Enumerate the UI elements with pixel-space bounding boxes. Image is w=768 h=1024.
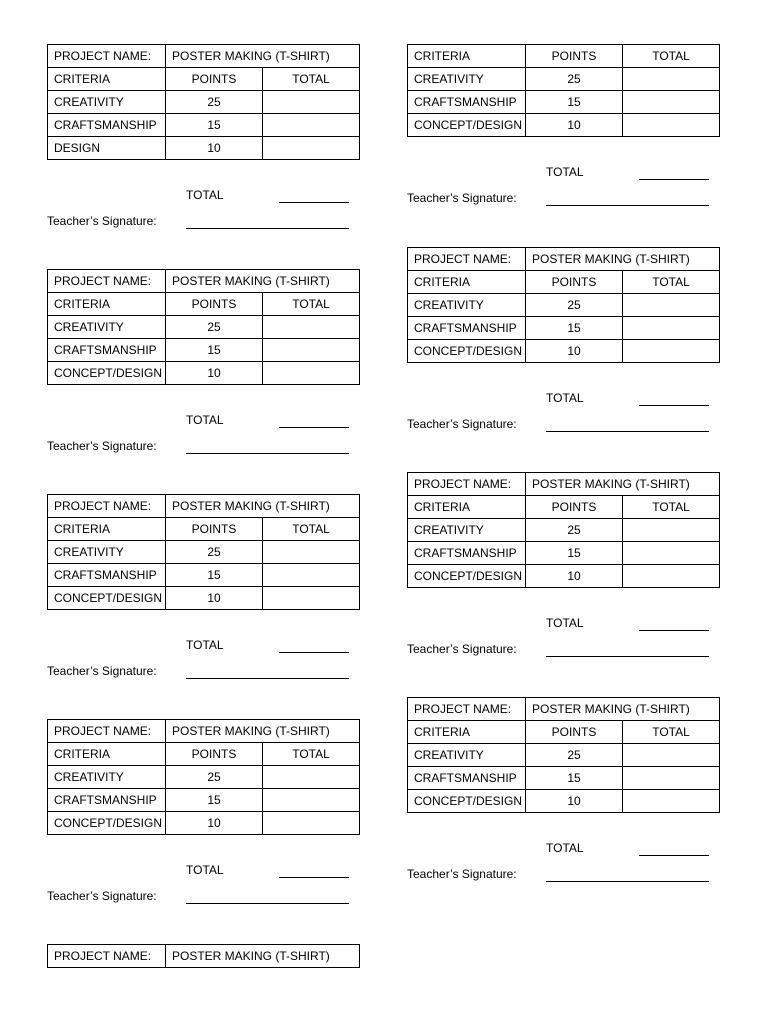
- criteria-points: 10: [166, 812, 263, 835]
- criteria-total-cell[interactable]: [263, 541, 360, 564]
- signature-row: [407, 417, 719, 437]
- signature-blank[interactable]: [546, 881, 709, 882]
- project-name-value: POSTER MAKING (T-SHIRT): [526, 698, 720, 721]
- criteria-name: CRAFTSMANSHIP: [48, 114, 166, 137]
- criteria-points: 10: [526, 340, 623, 363]
- signature-label: Teacher’s Signature:: [47, 889, 157, 903]
- criteria-row: [408, 767, 720, 790]
- criteria-name: CONCEPT/DESIGN: [48, 362, 166, 385]
- criteria-row: [48, 339, 360, 362]
- total-header: TOTAL: [623, 496, 720, 519]
- criteria-row: [48, 766, 360, 789]
- project-name-label: PROJECT NAME:: [48, 495, 166, 518]
- rubric-card: [47, 719, 359, 909]
- signature-label: Teacher’s Signature:: [407, 642, 517, 656]
- total-header: TOTAL: [263, 68, 360, 91]
- signature-blank[interactable]: [546, 656, 709, 657]
- criteria-total-cell[interactable]: [623, 340, 720, 363]
- total-line-row: [407, 391, 719, 411]
- signature-blank[interactable]: [186, 453, 349, 454]
- criteria-total-cell[interactable]: [623, 519, 720, 542]
- rubric-table: [47, 719, 360, 835]
- criteria-total-cell[interactable]: [263, 766, 360, 789]
- criteria-points: 25: [526, 744, 623, 767]
- project-name-label: PROJECT NAME:: [48, 945, 166, 968]
- project-row: [48, 495, 360, 518]
- header-row: [48, 518, 360, 541]
- criteria-points: 15: [166, 114, 263, 137]
- total-header: TOTAL: [623, 45, 720, 68]
- criteria-row: [408, 91, 720, 114]
- criteria-total-cell[interactable]: [623, 68, 720, 91]
- criteria-total-cell[interactable]: [623, 114, 720, 137]
- total-line-row: [407, 165, 719, 185]
- signature-row: [47, 664, 359, 684]
- criteria-name: CRAFTSMANSHIP: [408, 542, 526, 565]
- signature-blank[interactable]: [186, 903, 349, 904]
- rubric-table: [47, 269, 360, 385]
- criteria-row: [48, 362, 360, 385]
- total-blank[interactable]: [279, 427, 349, 428]
- criteria-points: 10: [166, 137, 263, 160]
- total-header: TOTAL: [263, 743, 360, 766]
- total-blank[interactable]: [639, 855, 709, 856]
- rubric-table: [407, 44, 720, 137]
- criteria-points: 15: [166, 339, 263, 362]
- criteria-name: CREATIVITY: [408, 744, 526, 767]
- criteria-total-cell[interactable]: [263, 339, 360, 362]
- project-name-value: POSTER MAKING (T-SHIRT): [166, 945, 360, 968]
- criteria-points: 25: [526, 519, 623, 542]
- criteria-total-cell[interactable]: [263, 362, 360, 385]
- project-name-label: PROJECT NAME:: [408, 248, 526, 271]
- header-row: [408, 271, 720, 294]
- rubric-table: [47, 494, 360, 610]
- total-line-row: [407, 841, 719, 861]
- criteria-points: 25: [166, 766, 263, 789]
- criteria-points: 15: [526, 317, 623, 340]
- criteria-row: [408, 790, 720, 813]
- project-name-value: POSTER MAKING (T-SHIRT): [166, 270, 360, 293]
- total-label: TOTAL: [546, 616, 584, 630]
- project-row: [48, 720, 360, 743]
- total-line-row: [407, 616, 719, 636]
- project-name-value: POSTER MAKING (T-SHIRT): [166, 45, 360, 68]
- header-row: [48, 293, 360, 316]
- header-row: [48, 68, 360, 91]
- criteria-row: [48, 114, 360, 137]
- criteria-header: CRITERIA: [48, 68, 166, 91]
- criteria-row: [408, 519, 720, 542]
- criteria-row: [48, 564, 360, 587]
- criteria-points: 15: [526, 767, 623, 790]
- criteria-total-cell[interactable]: [623, 317, 720, 340]
- criteria-points: 15: [526, 91, 623, 114]
- project-row: [408, 248, 720, 271]
- criteria-points: 10: [526, 790, 623, 813]
- total-line-row: [47, 638, 359, 658]
- rubric-card: [47, 269, 359, 459]
- criteria-header: CRITERIA: [48, 518, 166, 541]
- header-row: [408, 496, 720, 519]
- total-blank[interactable]: [639, 405, 709, 406]
- criteria-name: CREATIVITY: [408, 294, 526, 317]
- rubric-card: [47, 44, 359, 234]
- criteria-points: 10: [166, 362, 263, 385]
- project-name-label: PROJECT NAME:: [48, 720, 166, 743]
- criteria-row: [48, 316, 360, 339]
- criteria-total-cell[interactable]: [263, 564, 360, 587]
- project-row: [48, 45, 360, 68]
- criteria-name: CRAFTSMANSHIP: [48, 564, 166, 587]
- criteria-header: CRITERIA: [48, 743, 166, 766]
- criteria-name: CREATIVITY: [48, 316, 166, 339]
- project-name-value: POSTER MAKING (T-SHIRT): [526, 473, 720, 496]
- criteria-total-cell[interactable]: [623, 790, 720, 813]
- criteria-name: CREATIVITY: [408, 68, 526, 91]
- criteria-row: [408, 340, 720, 363]
- header-row: [408, 45, 720, 68]
- criteria-points: 10: [166, 587, 263, 610]
- points-header: POINTS: [526, 271, 623, 294]
- criteria-name: CREATIVITY: [48, 541, 166, 564]
- points-header: POINTS: [166, 293, 263, 316]
- criteria-row: [408, 294, 720, 317]
- total-header: TOTAL: [623, 271, 720, 294]
- points-header: POINTS: [166, 518, 263, 541]
- total-blank[interactable]: [639, 630, 709, 631]
- rubric-table: [407, 247, 720, 363]
- project-name-value: POSTER MAKING (T-SHIRT): [166, 720, 360, 743]
- rubric-card: [407, 697, 719, 887]
- criteria-total-cell[interactable]: [263, 789, 360, 812]
- criteria-row: [408, 317, 720, 340]
- criteria-row: [48, 587, 360, 610]
- project-name-label: PROJECT NAME:: [48, 270, 166, 293]
- criteria-total-cell[interactable]: [263, 137, 360, 160]
- total-blank[interactable]: [279, 202, 349, 203]
- signature-label: Teacher’s Signature:: [47, 664, 157, 678]
- criteria-row: [408, 542, 720, 565]
- signature-label: Teacher’s Signature:: [47, 439, 157, 453]
- total-blank[interactable]: [279, 652, 349, 653]
- criteria-row: [48, 137, 360, 160]
- signature-row: [47, 889, 359, 909]
- signature-row: [407, 191, 719, 211]
- criteria-total-cell[interactable]: [263, 316, 360, 339]
- points-header: POINTS: [526, 721, 623, 744]
- header-row: [408, 721, 720, 744]
- signature-row: [47, 214, 359, 234]
- project-name-label: PROJECT NAME:: [408, 473, 526, 496]
- criteria-name: CRAFTSMANSHIP: [408, 767, 526, 790]
- total-header: TOTAL: [263, 518, 360, 541]
- criteria-row: [48, 812, 360, 835]
- criteria-name: CREATIVITY: [408, 519, 526, 542]
- points-header: POINTS: [526, 45, 623, 68]
- criteria-points: 10: [526, 565, 623, 588]
- criteria-header: CRITERIA: [408, 721, 526, 744]
- criteria-name: CONCEPT/DESIGN: [408, 565, 526, 588]
- criteria-total-cell[interactable]: [623, 565, 720, 588]
- signature-row: [47, 439, 359, 459]
- signature-blank[interactable]: [186, 678, 349, 679]
- project-row: [48, 945, 360, 968]
- criteria-name: CONCEPT/DESIGN: [48, 812, 166, 835]
- criteria-name: CRAFTSMANSHIP: [408, 317, 526, 340]
- criteria-points: 25: [166, 91, 263, 114]
- criteria-points: 25: [526, 294, 623, 317]
- signature-row: [407, 642, 719, 662]
- points-header: POINTS: [166, 68, 263, 91]
- rubric-card: [47, 494, 359, 684]
- criteria-total-cell[interactable]: [623, 542, 720, 565]
- criteria-name: CREATIVITY: [48, 91, 166, 114]
- total-header: TOTAL: [263, 293, 360, 316]
- criteria-name: CONCEPT/DESIGN: [408, 114, 526, 137]
- criteria-points: 10: [526, 114, 623, 137]
- criteria-name: CONCEPT/DESIGN: [408, 340, 526, 363]
- points-header: POINTS: [166, 743, 263, 766]
- criteria-row: [408, 744, 720, 767]
- rubric-table: [47, 944, 360, 968]
- criteria-points: 15: [166, 564, 263, 587]
- criteria-header: CRITERIA: [48, 293, 166, 316]
- criteria-points: 25: [166, 316, 263, 339]
- criteria-total-cell[interactable]: [623, 744, 720, 767]
- total-header: TOTAL: [623, 721, 720, 744]
- total-line-row: [47, 188, 359, 208]
- criteria-total-cell[interactable]: [623, 294, 720, 317]
- criteria-row: [408, 68, 720, 91]
- criteria-points: 15: [166, 789, 263, 812]
- criteria-points: 25: [526, 68, 623, 91]
- total-label: TOTAL: [186, 413, 224, 427]
- criteria-row: [48, 789, 360, 812]
- signature-blank[interactable]: [546, 431, 709, 432]
- criteria-total-cell[interactable]: [263, 114, 360, 137]
- signature-label: Teacher’s Signature:: [407, 417, 517, 431]
- rubric-table: [407, 697, 720, 813]
- signature-label: Teacher’s Signature:: [407, 191, 517, 205]
- criteria-row: [408, 565, 720, 588]
- total-line-row: [47, 413, 359, 433]
- rubric-card: [407, 472, 719, 662]
- points-header: POINTS: [526, 496, 623, 519]
- signature-label: Teacher’s Signature:: [407, 867, 517, 881]
- total-blank[interactable]: [279, 877, 349, 878]
- total-label: TOTAL: [186, 863, 224, 877]
- project-row: [408, 698, 720, 721]
- criteria-total-cell[interactable]: [623, 767, 720, 790]
- criteria-points: 25: [166, 541, 263, 564]
- project-name-value: POSTER MAKING (T-SHIRT): [526, 248, 720, 271]
- criteria-row: [48, 91, 360, 114]
- criteria-name: CRAFTSMANSHIP: [48, 339, 166, 362]
- criteria-total-cell[interactable]: [263, 91, 360, 114]
- total-label: TOTAL: [186, 188, 224, 202]
- criteria-row: [408, 114, 720, 137]
- criteria-points: 15: [526, 542, 623, 565]
- criteria-total-cell[interactable]: [263, 587, 360, 610]
- criteria-header: CRITERIA: [408, 496, 526, 519]
- signature-row: [407, 867, 719, 887]
- rubric-table: [47, 44, 360, 160]
- rubric-card: [407, 44, 719, 211]
- criteria-total-cell[interactable]: [623, 91, 720, 114]
- total-label: TOTAL: [186, 638, 224, 652]
- criteria-name: CRAFTSMANSHIP: [408, 91, 526, 114]
- signature-label: Teacher’s Signature:: [47, 214, 157, 228]
- total-label: TOTAL: [546, 841, 584, 855]
- rubric-table: [407, 472, 720, 588]
- signature-blank[interactable]: [546, 205, 709, 206]
- criteria-header: CRITERIA: [408, 271, 526, 294]
- total-label: TOTAL: [546, 165, 584, 179]
- criteria-name: CREATIVITY: [48, 766, 166, 789]
- total-label: TOTAL: [546, 391, 584, 405]
- criteria-row: [48, 541, 360, 564]
- signature-blank[interactable]: [186, 228, 349, 229]
- criteria-name: CONCEPT/DESIGN: [408, 790, 526, 813]
- rubric-card: [47, 944, 359, 968]
- total-line-row: [47, 863, 359, 883]
- criteria-name: CRAFTSMANSHIP: [48, 789, 166, 812]
- criteria-header: CRITERIA: [408, 45, 526, 68]
- header-row: [48, 743, 360, 766]
- criteria-total-cell[interactable]: [263, 812, 360, 835]
- criteria-name: CONCEPT/DESIGN: [48, 587, 166, 610]
- project-name-label: PROJECT NAME:: [408, 698, 526, 721]
- total-blank[interactable]: [639, 179, 709, 180]
- project-row: [48, 270, 360, 293]
- project-row: [408, 473, 720, 496]
- rubric-card: [407, 247, 719, 437]
- project-name-label: PROJECT NAME:: [48, 45, 166, 68]
- project-name-value: POSTER MAKING (T-SHIRT): [166, 495, 360, 518]
- criteria-name: DESIGN: [48, 137, 166, 160]
